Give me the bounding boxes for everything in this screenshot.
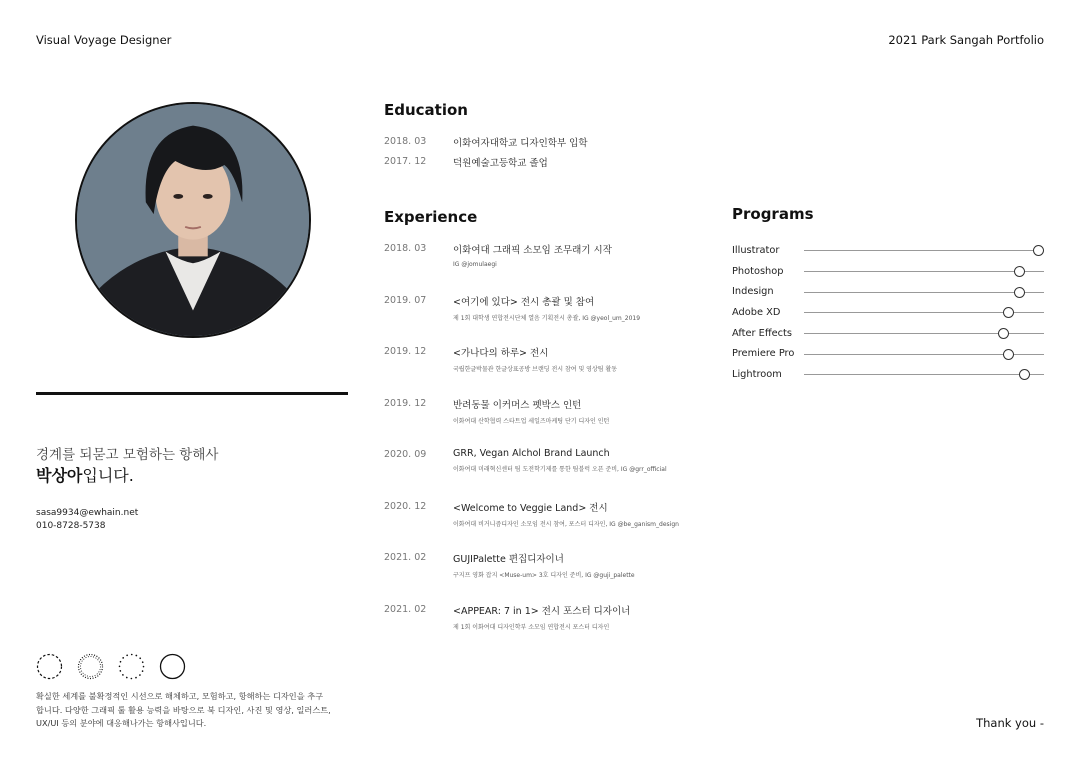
program-skill-track [804, 374, 1044, 375]
program-item [732, 240, 1044, 261]
education-date: 2017. 12 [384, 156, 427, 167]
program-skill-knob [998, 328, 1009, 339]
program-name: After Effects [732, 327, 792, 339]
program-skill-knob [1014, 266, 1025, 277]
program-skill-knob [1019, 369, 1030, 380]
program-name: Adobe XD [732, 306, 781, 318]
header-right-title: 2021 Park Sangah Portfolio [888, 33, 1044, 47]
program-skill-knob [1014, 287, 1025, 298]
experience-title: 반려동물 이커머스 펫박스 인턴 [453, 399, 582, 411]
experience-item [384, 448, 679, 500]
profile-intro [36, 463, 134, 486]
description-line: UX/UI 등의 분야에 대응해나가는 항해사입니다. [36, 718, 207, 728]
experience-detail: IG @jomulaegi [453, 261, 497, 268]
experience-date: 2021. 02 [384, 552, 427, 563]
experience-date: 2019. 07 [384, 294, 427, 306]
contact-info [36, 507, 138, 533]
sparse-dotted-circle-icon [118, 653, 145, 680]
experience-item [384, 242, 679, 294]
programs-list [732, 240, 1044, 385]
experience-heading: Experience [384, 208, 478, 226]
program-skill-track [804, 250, 1044, 251]
experience-title: GUJIPalette 편집디자이너 [453, 554, 564, 565]
experience-item [384, 397, 679, 449]
program-name: Indesign [732, 286, 774, 298]
program-item [732, 323, 1044, 344]
program-skill-track [804, 312, 1044, 313]
education-text: 이화여자대학교 디자인학부 입학 [453, 138, 588, 149]
education-item [384, 135, 588, 155]
experience-item [384, 603, 679, 655]
solid-circle-icon [159, 653, 186, 680]
experience-item [384, 500, 679, 552]
program-name: Illustrator [732, 244, 780, 256]
program-skill-track [804, 271, 1044, 272]
contact-phone: 010-8728-5738 [36, 521, 106, 531]
thank-you-text: Thank you - [976, 716, 1044, 730]
experience-date: 2018. 03 [384, 243, 427, 254]
experience-date: 2020. 09 [384, 449, 427, 460]
contact-email: sasa9934@ewhain.net [36, 508, 139, 518]
experience-detail: 이화여대 미래혁신센터 팀 도전학기제를 통한 팀블럭 오픈 준비, IG @grr_official [453, 466, 667, 473]
experience-date: 2019. 12 [384, 346, 427, 357]
experience-title: GRR, Vegan Alchol Brand Launch [453, 448, 610, 459]
program-skill-track [804, 292, 1044, 293]
education-text: 덕원예술고등학교 졸업 [453, 158, 548, 169]
program-item [732, 281, 1044, 302]
program-skill-knob [1003, 307, 1014, 318]
experience-detail: 제 1회 이화여대 디자인학부 소모임 연합전시 포스터 디자인 [453, 623, 610, 631]
education-heading: Education [384, 101, 468, 119]
education-list [384, 135, 588, 175]
program-name: Premiere Pro [732, 348, 795, 360]
experience-title: <여기에 있다> 전시 총괄 및 참여 [453, 296, 595, 308]
profile-name-suffix: 입니다. [82, 466, 134, 485]
program-name: Photoshop [732, 265, 784, 277]
description-text [36, 690, 346, 731]
description-line: 확실한 세계를 불확정적인 시선으로 해체하고, 모험하고, 항해하는 디자인을 추구 [36, 691, 324, 701]
experience-title: <Welcome to Veggie Land> 전시 [453, 502, 608, 514]
dotted-circle-icon [77, 653, 104, 680]
experience-title: 이화여대 그래픽 소모임 조무래기 시작 [453, 245, 612, 256]
experience-title: <가나다의 하루> 전시 [453, 348, 549, 359]
experience-item [384, 294, 679, 346]
program-item [732, 302, 1044, 323]
program-skill-knob [1033, 245, 1044, 256]
experience-date: 2020. 12 [384, 500, 427, 512]
experience-detail: 국립한글박물관 한글상표공방 브랜딩 전시 참여 및 영상팀 활동 [453, 366, 618, 373]
experience-item [384, 345, 679, 397]
profile-photo [75, 102, 311, 338]
experience-detail: 구지프 영화 잡지 <Muse-um> 3호 디자인 준비, IG @guji_palette [453, 572, 635, 579]
dashed-circle-icon [36, 653, 63, 680]
experience-date: 2021. 02 [384, 603, 427, 615]
experience-list [384, 242, 679, 654]
experience-item [384, 551, 679, 603]
profile-name: 박상아 [36, 466, 83, 485]
experience-title: <APPEAR: 7 in 1> 전시 포스터 디자이너 [453, 605, 631, 617]
programs-heading: Programs [732, 205, 814, 223]
divider-rule [36, 392, 348, 395]
program-skill-knob [1003, 349, 1014, 360]
program-item [732, 364, 1044, 385]
education-date: 2018. 03 [384, 136, 427, 147]
experience-detail: 이화여대 비거니즘디자인 소모임 전시 참여, 포스터 디자인, IG @be_ganism_design [453, 520, 679, 528]
program-name: Lightroom [732, 368, 782, 380]
experience-date: 2019. 12 [384, 397, 427, 409]
description-line: 합니다. 다양한 그래픽 툴 활용 능력을 바탕으로 북 디자인, 사진 및 영상, 일러스트, [36, 704, 331, 715]
program-skill-track [804, 333, 1044, 334]
circle-icons [36, 653, 186, 680]
experience-detail: 이화여대 산학협력 스타트업 세일즈마케팅 단기 디자인 인턴 [453, 417, 610, 425]
program-skill-track [804, 354, 1044, 355]
experience-detail: 제 1회 대학생 연합전시단체 열음 기획전시 총괄, IG @yeol_um_2019 [453, 314, 641, 322]
education-item [384, 155, 588, 175]
program-item [732, 261, 1044, 282]
program-item [732, 343, 1044, 364]
header-left-title: Visual Voyage Designer [36, 33, 172, 47]
profile-tagline: 경계를 되묻고 모험하는 항해사 [36, 447, 219, 463]
